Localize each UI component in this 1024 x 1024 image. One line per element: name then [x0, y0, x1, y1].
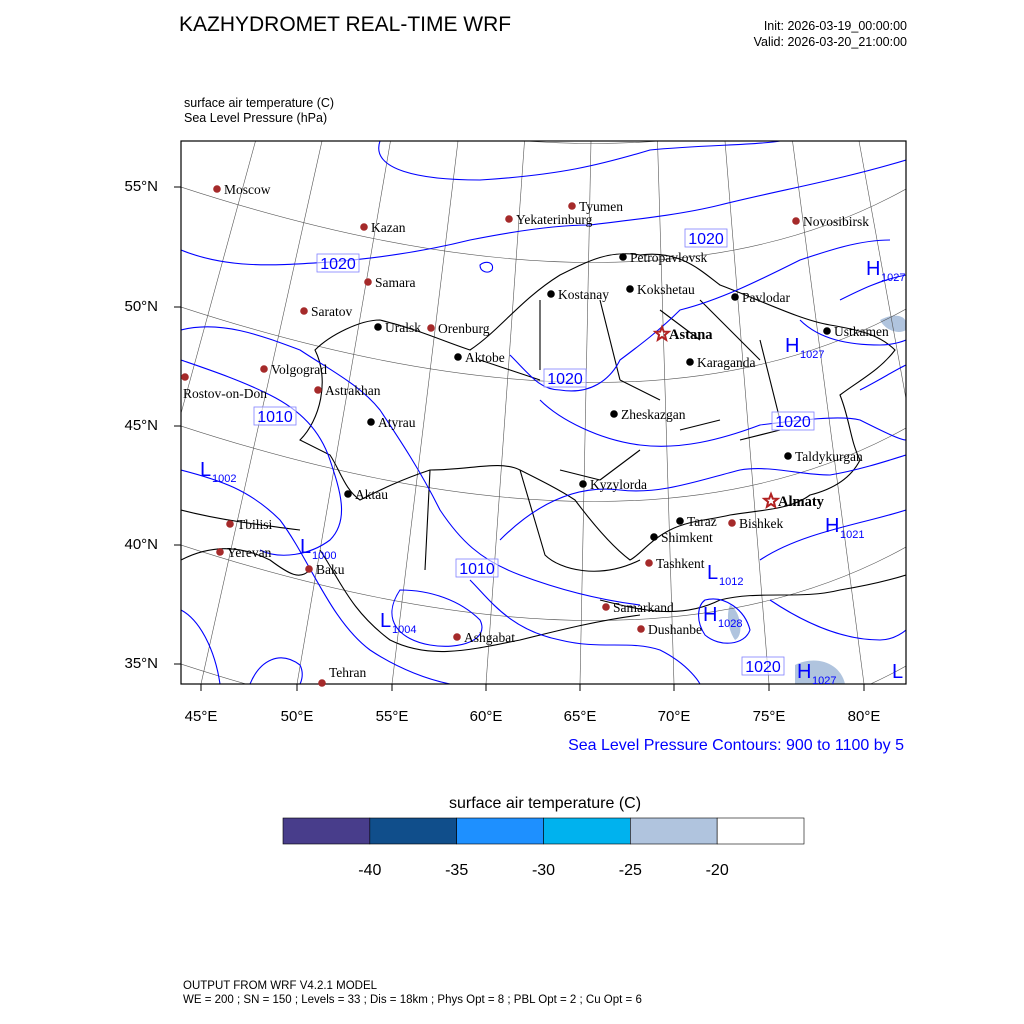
svg-text:L: L: [300, 536, 312, 558]
city-label: Samarkand: [613, 600, 674, 615]
lat-label: 40°N: [124, 536, 158, 553]
svg-text:H: H: [825, 515, 840, 537]
city-label: Tyumen: [579, 199, 624, 214]
city-label: Novosibirsk: [803, 214, 870, 229]
city-tashkent: [645, 556, 705, 571]
city-saratov: [300, 304, 352, 319]
low-pressure-center: [380, 610, 416, 636]
city-astana: [655, 327, 713, 343]
city-almaty: [764, 494, 824, 510]
colorbar-swatch: [283, 818, 370, 844]
field-label-pressure: Sea Level Pressure (hPa): [184, 111, 328, 125]
city-label: Yekaterinburg: [516, 212, 593, 227]
city-dot-icon: [181, 373, 189, 381]
city-label: Shimkent: [661, 530, 713, 545]
colorbar: [283, 818, 804, 844]
lon-label: 60°E: [469, 708, 503, 725]
city-label: Rostov-on-Don: [183, 386, 267, 401]
city-novosibirsk: [792, 214, 869, 229]
contour-label: [544, 369, 586, 388]
colorbar-tick-label: -30: [531, 862, 556, 879]
svg-text:1020: 1020: [547, 371, 583, 388]
city-label: Karaganda: [697, 355, 756, 370]
contour-label: [742, 657, 784, 676]
lat-label: 45°N: [124, 417, 158, 434]
meridian-line: [725, 141, 769, 684]
colorbar-title: surface air temperature (C): [448, 795, 642, 812]
lon-label: 75°E: [752, 708, 786, 725]
city-shimkent: [650, 530, 713, 545]
city-dot-icon: [602, 603, 610, 611]
lat-label: 55°N: [124, 178, 158, 195]
city-dot-icon: [645, 559, 653, 567]
city-kyzylorda: [579, 477, 647, 492]
city-label: Samara: [375, 275, 416, 290]
city-label: Moscow: [224, 182, 271, 197]
city-dot-icon: [367, 418, 375, 426]
city-dot-icon: [823, 327, 831, 335]
city-dot-icon: [305, 565, 313, 573]
city-dot-icon: [314, 386, 322, 394]
colorbar-tick-label: -40: [358, 862, 382, 879]
city-label: Tehran: [329, 665, 367, 680]
parallel-line: [181, 68, 906, 144]
city-atyrau: [367, 415, 416, 430]
low-pressure-center: [707, 562, 743, 588]
city-label: Taldykurgan: [795, 449, 863, 464]
city-dot-icon: [610, 410, 618, 418]
city-dot-icon: [686, 358, 694, 366]
city-dot-icon: [213, 185, 221, 193]
city-ustkamen: [823, 324, 889, 339]
city-dot-icon: [344, 490, 352, 498]
city-label: Tbilisi: [237, 517, 273, 532]
city-dot-icon: [676, 517, 684, 525]
city-label: Bishkek: [739, 516, 784, 531]
city-label: Astrakhan: [325, 383, 381, 398]
city-label: Ustkamen: [834, 324, 889, 339]
svg-text:1028: 1028: [718, 618, 743, 630]
city-bishkek: [728, 516, 783, 531]
city-astrakhan: [314, 383, 381, 398]
colorbar-tick-label: -35: [445, 862, 469, 879]
capital-star-icon: [764, 494, 777, 507]
city-label: Saratov: [311, 304, 353, 319]
svg-text:L: L: [707, 562, 719, 584]
lat-label: 35°N: [124, 655, 158, 672]
colorbar-swatch: [457, 818, 544, 844]
svg-text:1000: 1000: [312, 550, 337, 562]
city-dot-icon: [731, 293, 739, 301]
city-dot-icon: [374, 323, 382, 331]
city-dot-icon: [454, 353, 462, 361]
city-dot-icon: [505, 215, 513, 223]
city-label: Aktau: [355, 487, 388, 502]
low-pressure-center: [300, 536, 336, 562]
city-dot-icon: [364, 278, 372, 286]
city-dot-icon: [626, 285, 634, 293]
svg-text:1021: 1021: [840, 529, 865, 541]
svg-text:1020: 1020: [745, 659, 781, 676]
city-label: Almaty: [778, 494, 824, 510]
contour-label: [685, 229, 727, 248]
colorbar-swatch: [544, 818, 631, 844]
city-kostanay: [547, 287, 609, 302]
lon-label: 80°E: [847, 708, 881, 725]
city-label: Zheskazgan: [621, 407, 686, 422]
city-dushanbe: [637, 622, 702, 637]
lon-label: 45°E: [184, 708, 218, 725]
contour-label: [254, 407, 296, 426]
city-petropavlovsk: [619, 250, 707, 265]
city-dot-icon: [260, 365, 268, 373]
city-dot-icon: [792, 217, 800, 225]
city-aktau: [344, 487, 388, 502]
city-kokshetau: [626, 282, 695, 297]
colorbar-swatch: [370, 818, 457, 844]
city-dot-icon: [453, 633, 461, 641]
city-label: Uralsk: [385, 320, 421, 335]
field-label-temperature: surface air temperature (C): [184, 96, 335, 110]
svg-text:1004: 1004: [392, 624, 417, 636]
svg-text:1020: 1020: [320, 256, 356, 273]
city-moscow: [213, 182, 271, 197]
high-pressure-center: [825, 515, 864, 541]
contour-label: [317, 254, 359, 273]
city-label: Kazan: [371, 220, 406, 235]
lon-label: 65°E: [563, 708, 597, 725]
svg-text:1012: 1012: [719, 576, 744, 588]
svg-text:H: H: [797, 661, 812, 683]
city-pavlodar: [731, 290, 790, 305]
high-pressure-center: [866, 258, 905, 284]
city-label: Aktobe: [465, 350, 505, 365]
city-label: Kyzylorda: [590, 477, 647, 492]
lat-label: 50°N: [124, 298, 158, 315]
city-dot-icon: [637, 625, 645, 633]
city-dot-icon: [318, 679, 326, 687]
city-rostov-on-don: [181, 373, 267, 401]
city-dot-icon: [300, 307, 308, 315]
city-zheskazgan: [610, 407, 686, 422]
colorbar-swatch: [630, 818, 717, 844]
init-time: Init: 2026-03-19_00:00:00: [763, 19, 907, 33]
city-taldykurgan: [784, 449, 863, 464]
graticule: [107, 68, 958, 740]
city-label: Kostanay: [558, 287, 609, 302]
city-label: Petropavlovsk: [630, 250, 708, 265]
city-label: Baku: [316, 562, 345, 577]
city-label: Yerevan: [227, 545, 272, 560]
city-label: Ashgabat: [464, 630, 515, 645]
city-volgograd: [260, 362, 327, 377]
city-aktobe: [454, 350, 505, 365]
city-karaganda: [686, 355, 755, 370]
city-label: Orenburg: [438, 321, 490, 336]
city-dot-icon: [226, 520, 234, 528]
plot-title: KAZHYDROMET REAL-TIME WRF: [179, 13, 512, 36]
svg-text:1020: 1020: [775, 414, 811, 431]
footer-config: WE = 200 ; SN = 150 ; Levels = 33 ; Dis = 18km ; Phys Opt = 8 ; PBL Opt = 2 ; Cu Opt = 6: [183, 994, 642, 1006]
valid-time: Valid: 2026-03-20_21:00:00: [753, 35, 907, 49]
city-yekaterinburg: [505, 212, 592, 227]
city-dot-icon: [784, 452, 792, 460]
city-samarkand: [602, 600, 674, 615]
city-yerevan: [216, 545, 271, 560]
footer-model: OUTPUT FROM WRF V4.2.1 MODEL: [183, 980, 378, 992]
svg-text:H: H: [866, 258, 881, 280]
city-label: Pavlodar: [742, 290, 790, 305]
low-pressure-center: [200, 459, 236, 485]
svg-text:1027: 1027: [800, 349, 825, 361]
city-label: Volgograd: [271, 362, 327, 377]
city-dot-icon: [216, 548, 224, 556]
svg-text:H: H: [785, 335, 800, 357]
city-taraz: [676, 514, 717, 529]
svg-text:1027: 1027: [881, 272, 906, 284]
lon-label: 70°E: [657, 708, 691, 725]
city-dot-icon: [728, 519, 736, 527]
city-kazan: [360, 220, 406, 235]
city-dot-icon: [427, 324, 435, 332]
svg-text:1002: 1002: [212, 473, 237, 485]
city-dot-icon: [360, 223, 368, 231]
city-dot-icon: [650, 533, 658, 541]
svg-text:1010: 1010: [459, 561, 495, 578]
low-pressure-center: [892, 661, 903, 683]
city-baku: [305, 562, 345, 577]
meridian-line: [859, 141, 958, 684]
colorbar-swatch: [717, 818, 804, 844]
contour-label: [772, 412, 814, 431]
city-dot-icon: [619, 253, 627, 261]
city-samara: [364, 275, 415, 290]
city-label: Taraz: [687, 514, 717, 529]
colorbar-tick-label: -25: [618, 862, 642, 879]
city-dot-icon: [547, 290, 555, 298]
city-dot-icon: [579, 480, 587, 488]
svg-text:1020: 1020: [688, 231, 724, 248]
city-label: Dushanbe: [648, 622, 702, 637]
city-uralsk: [374, 320, 421, 335]
contour-label: [456, 559, 498, 578]
slp-contour-note: Sea Level Pressure Contours: 900 to 1100 by 5: [568, 737, 904, 754]
svg-text:H: H: [703, 604, 718, 626]
svg-text:L: L: [892, 661, 904, 683]
city-label: Astana: [669, 327, 713, 343]
city-orenburg: [427, 321, 490, 336]
city-dot-icon: [568, 202, 576, 210]
city-label: Atyrau: [378, 415, 416, 430]
svg-text:1027: 1027: [812, 675, 837, 687]
city-markers: [181, 182, 889, 687]
city-tbilisi: [226, 517, 272, 532]
lon-label: 50°E: [280, 708, 314, 725]
city-label: Kokshetau: [637, 282, 695, 297]
city-label: Tashkent: [656, 556, 705, 571]
lon-label: 55°E: [375, 708, 409, 725]
colorbar-tick-label: -20: [705, 862, 729, 879]
svg-text:1010: 1010: [257, 409, 293, 426]
capital-star-icon: [655, 327, 668, 340]
city-ashgabat: [453, 630, 515, 645]
svg-text:L: L: [380, 610, 392, 632]
svg-text:L: L: [200, 459, 212, 481]
